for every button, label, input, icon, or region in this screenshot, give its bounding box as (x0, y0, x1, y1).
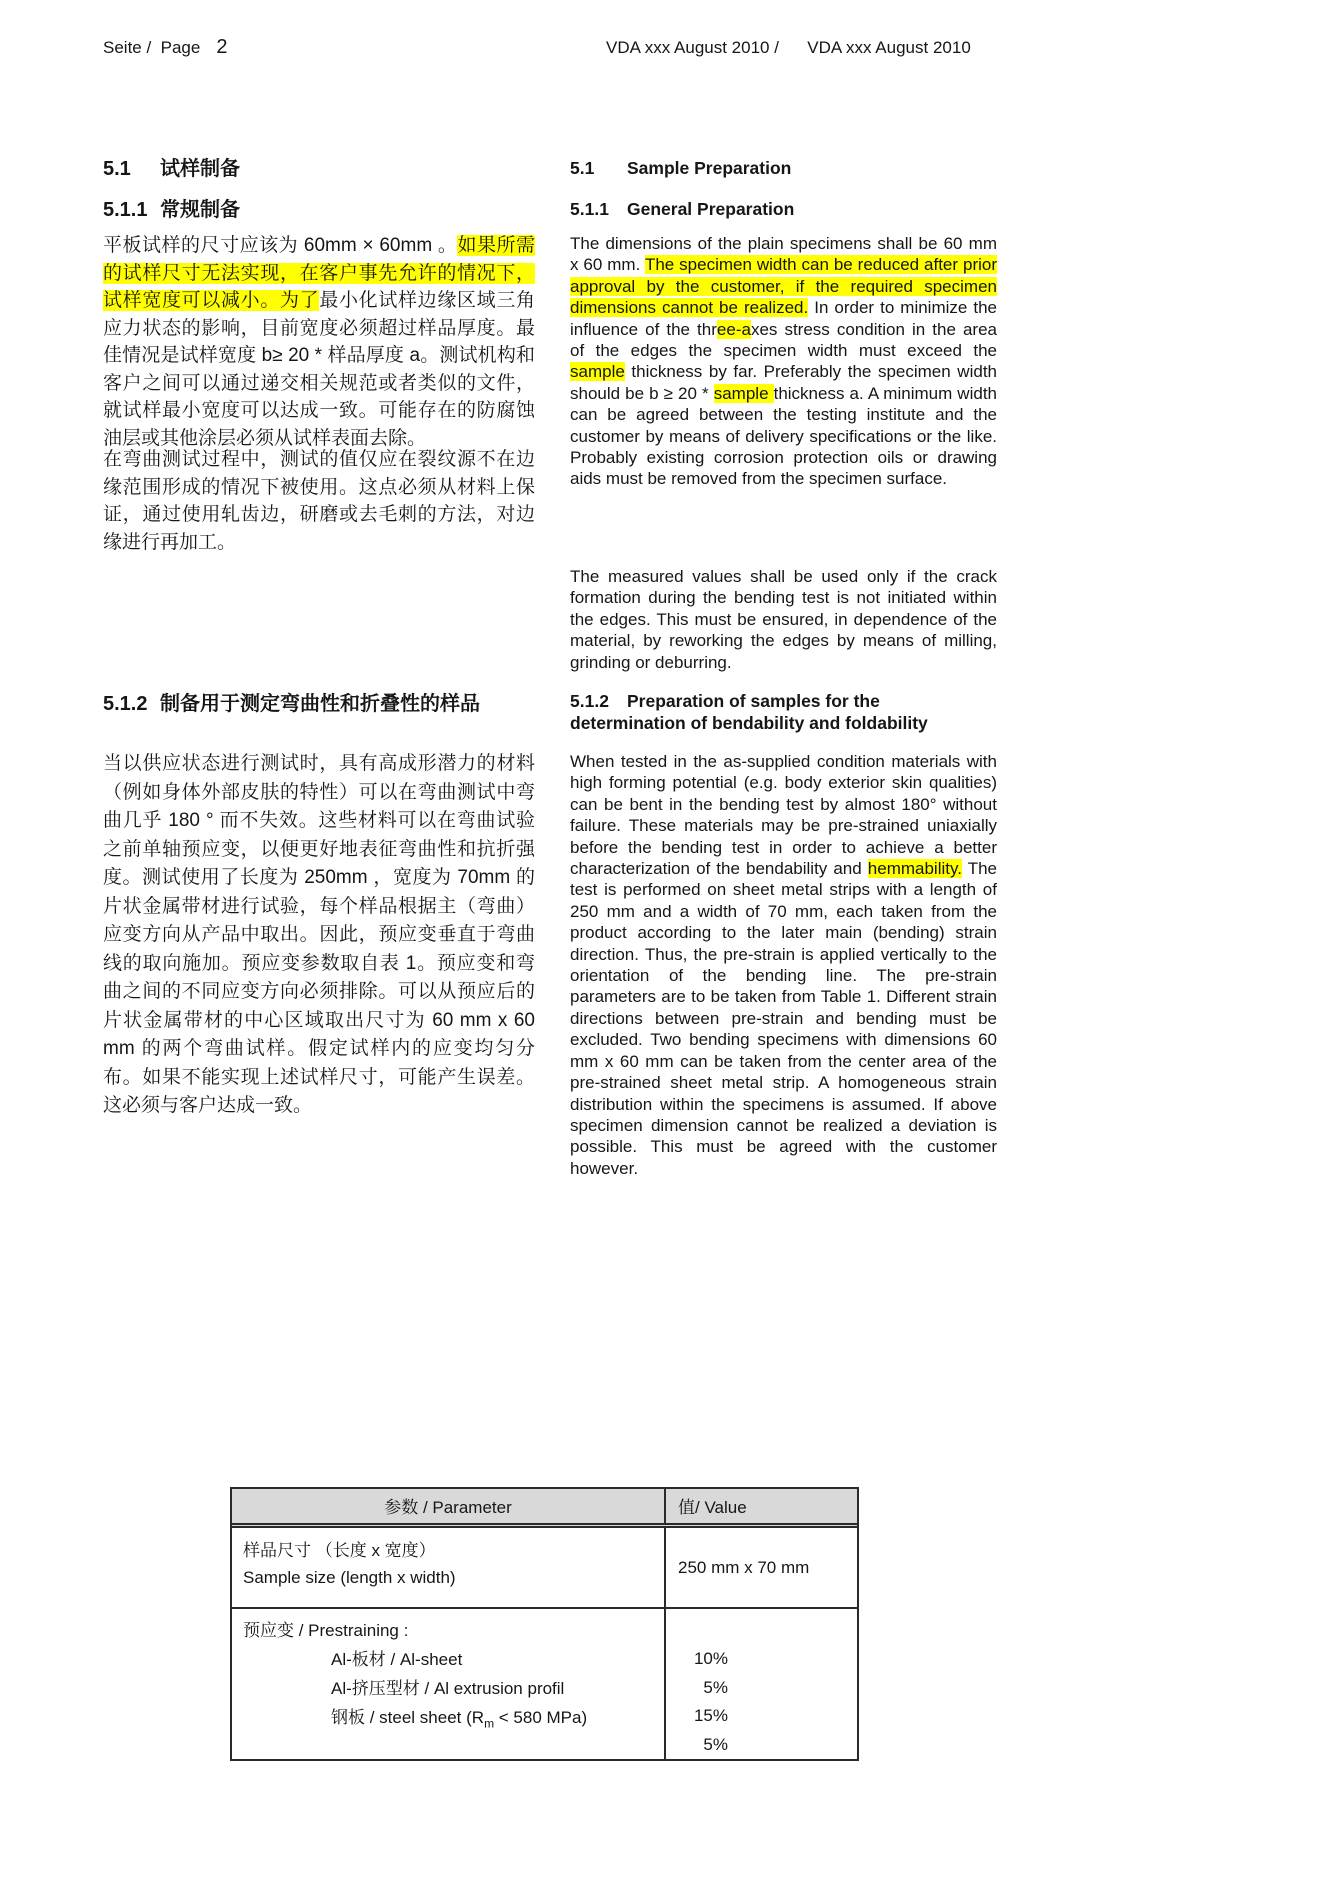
paragraph-bend-test-zh: 在弯曲测试过程中，测试的值仅应在裂纹源不在边缘范围形成的情况下被使用。这点必须从材料上保证，通过使用轧齿边，研磨或去毛刺的方法，对边缘进行再加工。 (103, 449, 535, 553)
prestraining-item-steel-sheet: 钢板 / steel sheet ($R_m < 580$ MPa) (331, 1708, 588, 1731)
parameter-table (230, 1487, 859, 1761)
prestraining-value-cell (666, 1609, 857, 1759)
section-title: Sample Preparation (627, 158, 792, 178)
section-number: 5.1.1 (103, 199, 148, 221)
prestraining-value: 5% (703, 1734, 728, 1754)
section-5-1-1-heading-zh (103, 197, 535, 223)
section-title: Preparation of samples for the determination of bendability and foldability (570, 691, 928, 733)
table-header-row (232, 1489, 857, 1528)
prestraining-label: 预应变 / Prestraining : (243, 1621, 409, 1640)
section-number: 5.1 (570, 158, 595, 178)
section-number: 5.1.2 (570, 691, 609, 711)
section-title: General Preparation (627, 199, 795, 219)
paragraph-bendability-zh: 当以供应状态进行测试时，具有高成形潜力的材料（例如身体外部皮肤的特性）可以在弯曲测试中弯曲几乎 180 ° 而不失效。这些材料可以在弯曲试验之前单轴预应变，以便更好地表征弯曲性和抗折强度。测试使用了长度为 250mm ，宽度为 70mm 的片状金属带材进行试验，每个样品根据主（弯曲）应变方向从产品中取出。因此，预应变垂直于弯曲线的取向施加。预应变参数取自表 1。预应变和弯曲之间的不同应变方向必须排除。可以从预应后的片状金属带材的中心区域取出尺寸为 60 mm x 60 mm 的两个弯曲试样。假定试样内的应变均匀分布。如果不能实现上述试样尺寸，可能产生误差。这必须与客户达成一致。 (103, 753, 535, 1116)
sample-size-en: Sample size (length x width) (243, 1568, 456, 1587)
paragraph-general-prep-zh: 平板试样的尺寸应该为 60mm × 60mm 。如果所需的试样尺寸无法实现，在客户事先允许的情况下，试样宽度可以减小。为了最小化试样边缘区域三角应力状态的影响，目前宽度必须超过样品厚度。最佳情况是试样宽度 b≥ 20 * 样品厚度 a。测试机构和客户之间可以通过递交相关规范或者类似的文件，就试样最小宽度可以达成一致。可能存在的防腐蚀油层或其他涂层必须从试样表面去除。 (103, 235, 535, 449)
prestraining-value: 15% (693, 1706, 728, 1725)
prestraining-value: 10% (693, 1649, 728, 1668)
section-number: 5.1.1 (570, 199, 609, 219)
parameter-header-cell: 参数 / Parameter (232, 1489, 666, 1523)
sample-size-zh: 样品尺寸 （长度 x 宽度） (243, 1541, 436, 1560)
paragraph-general-prep-en: The dimensions of the plain specimens shall be 60 mm x 60 mm. The specimen width can be reduced after prior approval by the customer, if the required specimen dimensions cannot be realized. In order to minimize the influence of the three-axes stress condition in the area of the edges the specimen width must exceed the sample thickness by far. Preferably the specimen width should be b ≥ 20 * sample thickness a. A minimum width can be agreed between the testing institute and the customer by means of delivery specifications or the like. Probably existing corrosion protection oils or drawing aids must be removed from the specimen surface. (570, 234, 997, 489)
doc-reference: VDA xxx August 2010 / VDA xxx August 2010 (606, 38, 971, 57)
section-title: 常规制备 (160, 199, 240, 221)
page-label: Seite / Page (103, 38, 201, 57)
sample-size-value-cell: 250 mm x 70 mm (678, 1557, 810, 1577)
section-title: 制备用于测定弯曲性和折叠性的样品 (160, 693, 480, 715)
section-number: 5.1 (103, 158, 131, 180)
section-5-1-heading-en (570, 158, 997, 180)
section-5-1-2-heading-zh (103, 691, 535, 717)
section-5-1-heading-zh (103, 156, 535, 182)
sample-size-row (232, 1528, 857, 1609)
sample-size-param-cell (232, 1528, 666, 1607)
section-title: 试样制备 (160, 158, 240, 180)
page-number: 2 (216, 36, 228, 58)
prestraining-row (232, 1609, 857, 1759)
section-5-1-2-heading-en (570, 691, 997, 734)
prestraining-item-al-extrusion: Al-挤压型材 / Al extrusion profil (331, 1679, 565, 1698)
prestraining-item-al-sheet: Al-板材 / Al-sheet (331, 1650, 463, 1669)
section-number: 5.1.2 (103, 693, 148, 715)
prestraining-value: 5% (703, 1677, 728, 1697)
paragraph-measured-values-en: The measured values shall be used only if the crack formation during the bending test is not initiated within the edges. This must be ensured, in dependence of the material, by reworking the edges by means of milling, grinding or deburring. (570, 567, 997, 672)
paragraph-bendability-en: When tested in the as-supplied condition materials with high forming potential (e.g. body exterior skin qualities) can be bent in the bending test by almost 180° without failure. These materials may be pre-strained uniaxially before the bending test in order to achieve a better characterization of the bendability and hemmability. The test is performed on sheet metal strips with a length of 250 mm and a width of 70 mm, each taken from the product according to the later main (bending) strain direction. Thus, the pre-strain is applied vertically to the orientation of the bending line. The pre-strain parameters are to be taken from Table 1. Different strain directions between pre-strain and bending must be excluded. Two bending specimens with dimensions 60 mm x 60 mm can be taken from the center area of the pre-strained sheet metal strip. A homogeneous strain distribution within the specimens is assumed. If above specimen dimension cannot be realized a deviation is possible. This must be agreed with the customer however. (570, 752, 997, 1178)
prestraining-values (666, 1609, 736, 1759)
prestraining-param-cell (232, 1609, 666, 1759)
section-5-1-1-heading-en (570, 199, 997, 221)
value-header-cell: 值/ Value (678, 1498, 747, 1517)
